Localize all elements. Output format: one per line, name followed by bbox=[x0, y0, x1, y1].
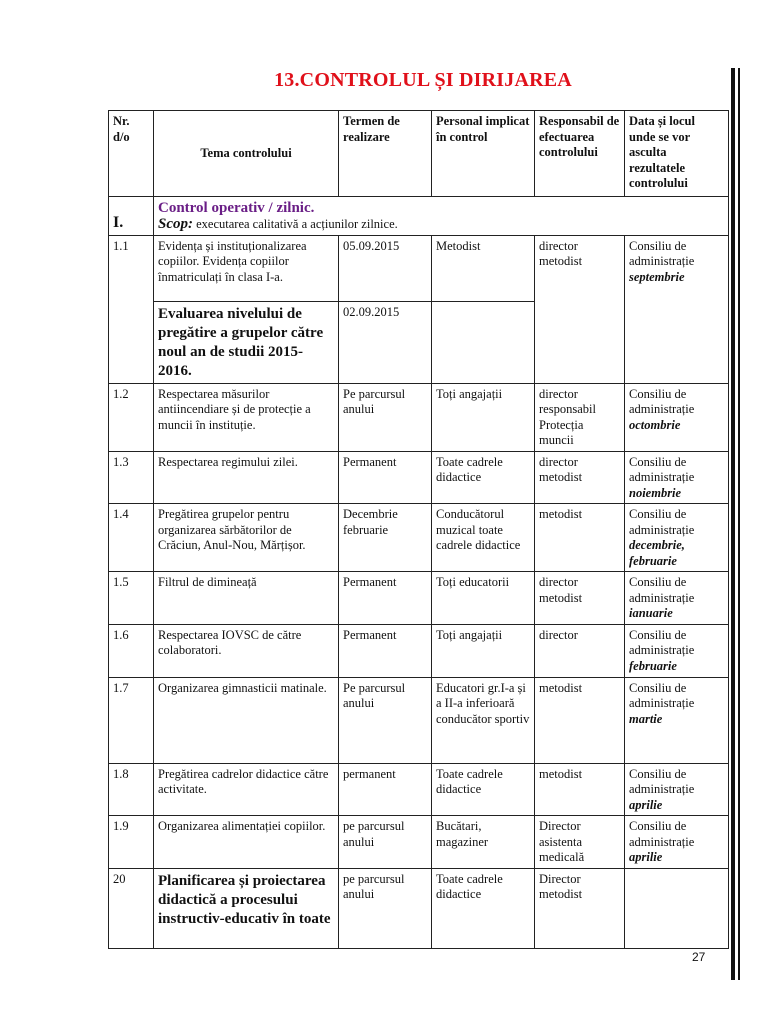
row-data bbox=[625, 763, 729, 816]
table-row bbox=[109, 383, 729, 451]
header-tema: Tema controlului bbox=[154, 111, 339, 197]
row-data-text: Consiliu de administrație bbox=[629, 238, 695, 268]
table-row bbox=[109, 868, 729, 948]
row-responsabil: director bbox=[535, 624, 625, 677]
row-data bbox=[625, 816, 729, 869]
row-nr: 1.2 bbox=[109, 383, 154, 451]
row-tema-bold: Evaluarea nivelului de pregătire a grupelor către noul an de studii 2015-2016. bbox=[154, 301, 339, 383]
row-data bbox=[625, 677, 729, 763]
row-responsabil: director metodist bbox=[535, 451, 625, 504]
row-termen: permanent bbox=[339, 763, 432, 816]
row-data-text: Consiliu de administrație bbox=[629, 386, 695, 416]
row-personal: Toate cadrele didactice bbox=[432, 868, 535, 948]
row-data bbox=[625, 868, 729, 948]
row-nr: 1.6 bbox=[109, 624, 154, 677]
row-nr: 1.7 bbox=[109, 677, 154, 763]
row-personal: Toate cadrele didactice bbox=[432, 451, 535, 504]
row-termen: Pe parcursul anului bbox=[339, 677, 432, 763]
control-table bbox=[108, 110, 729, 949]
row-nr: 1.3 bbox=[109, 451, 154, 504]
row-responsabil: metodist bbox=[535, 763, 625, 816]
row-tema-bold: Planificarea și proiectarea didactică a procesului instructiv-educativ în toate bbox=[154, 868, 339, 948]
row-month: aprilie bbox=[629, 850, 663, 864]
table-row bbox=[109, 677, 729, 763]
row-responsabil: director metodist bbox=[535, 235, 625, 383]
row-tema: Filtrul de dimineață bbox=[154, 572, 339, 625]
row-tema: Respectarea regimului zilei. bbox=[154, 451, 339, 504]
row-month: aprilie bbox=[629, 797, 663, 812]
row-data bbox=[625, 451, 729, 504]
row-termen: Decembrie februarie bbox=[339, 504, 432, 572]
header-personal: Personal implicat în control bbox=[432, 111, 535, 197]
row-personal-empty bbox=[432, 301, 535, 383]
table-row bbox=[109, 763, 729, 816]
margin-rule-thin bbox=[738, 68, 740, 980]
table-row bbox=[109, 572, 729, 625]
row-responsabil: director responsabil Protecția muncii bbox=[535, 383, 625, 451]
header-nr: Nr. d/o bbox=[109, 111, 154, 197]
row-month: februarie bbox=[629, 658, 677, 673]
section-heading: Control operativ / zilnic. bbox=[158, 200, 315, 216]
row-nr: 1.5 bbox=[109, 572, 154, 625]
table-row bbox=[109, 624, 729, 677]
row-responsabil: Director asistenta medicală bbox=[535, 816, 625, 869]
table-header-row bbox=[109, 111, 729, 197]
table-row bbox=[109, 816, 729, 869]
scope-label: Scop: bbox=[158, 216, 193, 232]
row-month: martie bbox=[629, 711, 663, 726]
row-personal: Educatori gr.I-a și a II-a inferioară conducător sportiv bbox=[432, 677, 535, 763]
row-termen: 05.09.2015 bbox=[339, 235, 432, 301]
row-personal: Conducătorul muzical toate cadrele didactice bbox=[432, 504, 535, 572]
row-termen: 02.09.2015 bbox=[339, 301, 432, 383]
row-tema: Evidența și instituționalizarea copiilor. Evidența copiilor înmatriculați în clasa I-a. bbox=[154, 235, 339, 301]
scope-text: executarea calitativă a acțiunilor zilnice. bbox=[193, 217, 398, 231]
row-data-text: Consiliu de administrație bbox=[629, 819, 695, 849]
header-responsabil: Responsabil de efectuarea controlului bbox=[535, 111, 625, 197]
row-nr: 1.1 bbox=[109, 235, 154, 383]
row-data bbox=[625, 383, 729, 451]
margin-rule bbox=[731, 68, 735, 980]
row-tema: Respectarea IOVSC de către colaboratori. bbox=[154, 624, 339, 677]
row-tema: Organizarea gimnasticii matinale. bbox=[154, 677, 339, 763]
row-month: octombrie bbox=[629, 417, 681, 432]
row-nr: 1.8 bbox=[109, 763, 154, 816]
section-row bbox=[109, 197, 729, 236]
row-personal: Toți educatorii bbox=[432, 572, 535, 625]
row-personal: Toți angajații bbox=[432, 383, 535, 451]
row-data bbox=[625, 572, 729, 625]
row-tema: Pregătirea cadrelor didactice către activitate. bbox=[154, 763, 339, 816]
row-personal: Toate cadrele didactice bbox=[432, 763, 535, 816]
row-data-text: Consiliu de administrație bbox=[629, 680, 695, 710]
row-data bbox=[625, 235, 729, 383]
row-data-text: Consiliu de administrație bbox=[629, 507, 695, 537]
row-responsabil: metodist bbox=[535, 677, 625, 763]
row-data bbox=[625, 504, 729, 572]
page-title: 13.CONTROLUL ȘI DIRIJAREA bbox=[274, 69, 572, 91]
table-row bbox=[109, 504, 729, 572]
row-tema: Organizarea alimentației copiilor. bbox=[154, 816, 339, 869]
row-data-text: Consiliu de administrație bbox=[629, 766, 695, 796]
row-responsabil: Director metodist bbox=[535, 868, 625, 948]
row-data-text: Consiliu de administrație bbox=[629, 575, 695, 605]
row-personal: Bucătari, magaziner bbox=[432, 816, 535, 869]
row-tema: Pregătirea grupelor pentru organizarea sărbătorilor de Crăciun, Anul-Nou, Mărțișor. bbox=[154, 504, 339, 572]
row-nr: 1.9 bbox=[109, 816, 154, 869]
row-month: septembrie bbox=[629, 269, 685, 284]
row-termen: Permanent bbox=[339, 624, 432, 677]
row-month: ianuarie bbox=[629, 606, 673, 620]
row-tema: Respectarea măsurilor antiincendiare și de protecție a muncii în instituție. bbox=[154, 383, 339, 451]
row-month: decembrie, februarie bbox=[629, 538, 685, 568]
row-personal: Toți angajații bbox=[432, 624, 535, 677]
row-data-text: Consiliu de administrație bbox=[629, 627, 695, 657]
row-month: noiembrie bbox=[629, 485, 682, 500]
row-termen: pe parcursul anului bbox=[339, 816, 432, 869]
row-termen: pe parcursul anului bbox=[339, 868, 432, 948]
page-number: 27 bbox=[692, 950, 706, 964]
row-nr: 20 bbox=[109, 868, 154, 948]
section-number: I. bbox=[109, 197, 154, 236]
section-description bbox=[154, 197, 729, 236]
row-nr: 1.4 bbox=[109, 504, 154, 572]
row-responsabil: metodist bbox=[535, 504, 625, 572]
row-termen: Pe parcursul anului bbox=[339, 383, 432, 451]
row-termen: Permanent bbox=[339, 451, 432, 504]
row-responsabil: director metodist bbox=[535, 572, 625, 625]
row-termen: Permanent bbox=[339, 572, 432, 625]
table-row bbox=[109, 451, 729, 504]
header-data: Data și locul unde se vor asculta rezultatele controlului bbox=[625, 111, 729, 197]
header-termen: Termen de realizare bbox=[339, 111, 432, 197]
table-row bbox=[109, 235, 729, 301]
row-data bbox=[625, 624, 729, 677]
row-personal: Metodist bbox=[432, 235, 535, 301]
row-data-text: Consiliu de administrație bbox=[629, 454, 695, 484]
